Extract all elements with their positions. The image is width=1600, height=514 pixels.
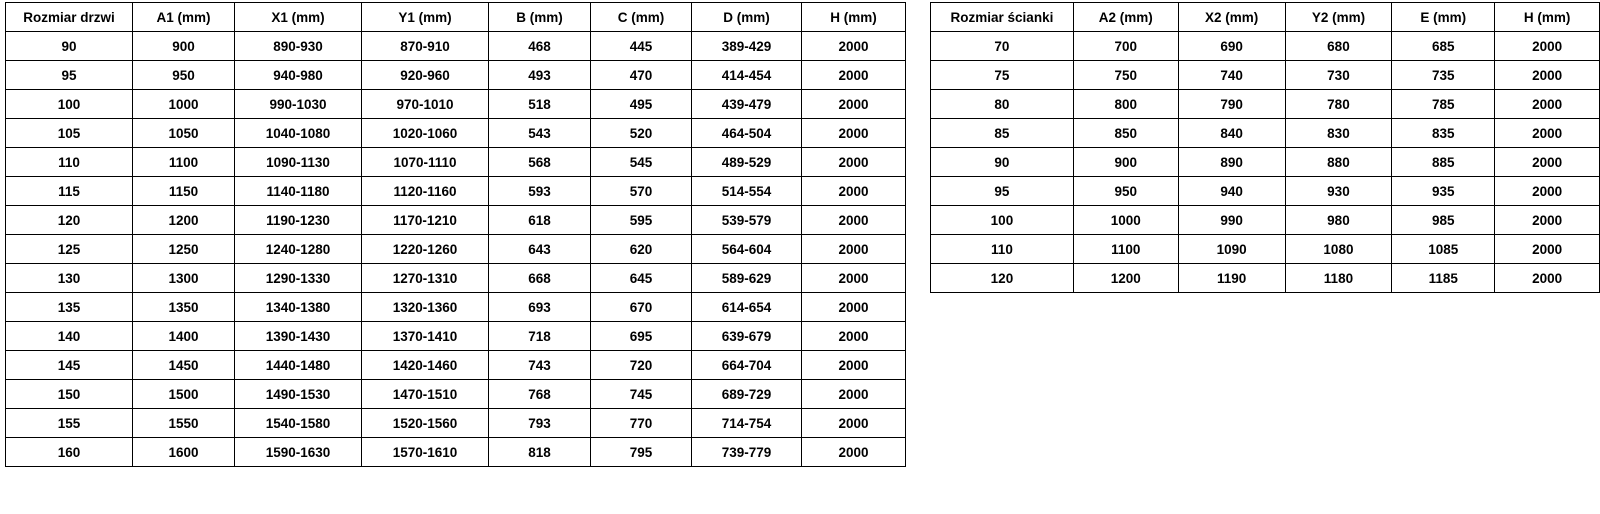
table-cell: 2000 [802,206,906,235]
table-cell: 2000 [1495,148,1600,177]
table-cell: 1370-1410 [362,322,489,351]
table-cell: 1500 [133,380,235,409]
table-cell: 685 [1392,32,1495,61]
table-cell: 768 [489,380,591,409]
table-cell: 890 [1178,148,1285,177]
table-cell: 120 [6,206,133,235]
table-cell: 693 [489,293,591,322]
table-cell: 2000 [1495,32,1600,61]
table-cell: 1320-1360 [362,293,489,322]
table-cell: 970-1010 [362,90,489,119]
table-cell: 110 [6,148,133,177]
table-row [6,409,906,438]
table-cell: 495 [591,90,692,119]
table-cell: 1350 [133,293,235,322]
table-cell: 689-729 [692,380,802,409]
table-cell: 920-960 [362,61,489,90]
column-header: H (mm) [1495,3,1600,32]
table-cell: 1080 [1285,235,1392,264]
table-cell: 795 [591,438,692,467]
table-cell: 1100 [1073,235,1178,264]
column-header: X1 (mm) [235,3,362,32]
table-cell: 940 [1178,177,1285,206]
table-cell: 1100 [133,148,235,177]
table-cell: 414-454 [692,61,802,90]
table-cell: 1390-1430 [235,322,362,351]
table-cell: 545 [591,148,692,177]
table-cell: 115 [6,177,133,206]
table-cell: 1450 [133,351,235,380]
table-cell: 70 [931,32,1074,61]
table-cell: 1200 [1073,264,1178,293]
table-cell: 1090 [1178,235,1285,264]
table-cell: 2000 [802,322,906,351]
table-cell: 890-930 [235,32,362,61]
table-row [6,148,906,177]
table-cell: 880 [1285,148,1392,177]
table-cell: 950 [1073,177,1178,206]
table-row [931,177,1600,206]
table-cell: 643 [489,235,591,264]
table-cell: 900 [133,32,235,61]
table-cell: 690 [1178,32,1285,61]
table-cell: 2000 [802,438,906,467]
table-row [931,264,1600,293]
table-cell: 1200 [133,206,235,235]
table-cell: 100 [931,206,1074,235]
table-cell: 2000 [802,264,906,293]
table-cell: 2000 [1495,235,1600,264]
table-row [931,61,1600,90]
table-cell: 714-754 [692,409,802,438]
table-cell: 470 [591,61,692,90]
table-cell: 100 [6,90,133,119]
table-cell: 2000 [1495,61,1600,90]
table-cell: 518 [489,90,591,119]
table-cell: 1140-1180 [235,177,362,206]
table-cell: 790 [1178,90,1285,119]
table-cell: 2000 [1495,264,1600,293]
table-row [6,119,906,148]
table-cell: 664-704 [692,351,802,380]
table-cell: 2000 [802,235,906,264]
column-header: Rozmiar drzwi [6,3,133,32]
table-cell: 735 [1392,61,1495,90]
table-cell: 990-1030 [235,90,362,119]
table-cell: 670 [591,293,692,322]
table-cell: 800 [1073,90,1178,119]
table-row [6,322,906,351]
table-cell: 2000 [1495,119,1600,148]
table-cell: 90 [931,148,1074,177]
table-cell: 570 [591,177,692,206]
table-row [6,90,906,119]
table-cell: 1440-1480 [235,351,362,380]
table-cell: 593 [489,177,591,206]
table-row [931,206,1600,235]
table-cell: 514-554 [692,177,802,206]
table-cell: 700 [1073,32,1178,61]
table-cell: 1120-1160 [362,177,489,206]
table-row [6,293,906,322]
table-cell: 80 [931,90,1074,119]
table-cell: 1220-1260 [362,235,489,264]
table-cell: 2000 [802,351,906,380]
table-cell: 739-779 [692,438,802,467]
table-cell: 90 [6,32,133,61]
table-cell: 1240-1280 [235,235,362,264]
table-cell: 780 [1285,90,1392,119]
table-cell: 1000 [1073,206,1178,235]
table-cell: 818 [489,438,591,467]
table-cell: 595 [591,206,692,235]
table-cell: 539-579 [692,206,802,235]
column-header: E (mm) [1392,3,1495,32]
column-header: D (mm) [692,3,802,32]
table-cell: 2000 [802,293,906,322]
table-cell: 105 [6,119,133,148]
table-cell: 1600 [133,438,235,467]
table-cell: 2000 [802,90,906,119]
table-cell: 543 [489,119,591,148]
table-cell: 493 [489,61,591,90]
table-cell: 1190 [1178,264,1285,293]
table-cell: 2000 [802,380,906,409]
table-cell: 2000 [802,119,906,148]
table-cell: 1540-1580 [235,409,362,438]
table-row [931,32,1600,61]
table-cell: 110 [931,235,1074,264]
table-cell: 785 [1392,90,1495,119]
table-cell: 1550 [133,409,235,438]
table-cell: 1040-1080 [235,119,362,148]
table-cell: 718 [489,322,591,351]
table-cell: 1085 [1392,235,1495,264]
table-cell: 830 [1285,119,1392,148]
table-cell: 1020-1060 [362,119,489,148]
table-cell: 75 [931,61,1074,90]
table-cell: 793 [489,409,591,438]
table-cell: 568 [489,148,591,177]
table-cell: 1420-1460 [362,351,489,380]
table-cell: 1520-1560 [362,409,489,438]
column-header: X2 (mm) [1178,3,1285,32]
table-row [6,351,906,380]
table-row [931,148,1600,177]
table-cell: 95 [6,61,133,90]
table-cell: 1170-1210 [362,206,489,235]
doors-dimensions-table-container [5,2,906,467]
column-header: Y2 (mm) [1285,3,1392,32]
table-cell: 695 [591,322,692,351]
table-cell: 1400 [133,322,235,351]
table-cell: 840 [1178,119,1285,148]
table-cell: 743 [489,351,591,380]
table-row [6,177,906,206]
table-cell: 1070-1110 [362,148,489,177]
table-cell: 930 [1285,177,1392,206]
table-cell: 140 [6,322,133,351]
table-cell: 645 [591,264,692,293]
walls-dimensions-table [930,2,1600,293]
walls-table-body [931,32,1600,293]
table-row [6,61,906,90]
table-header-row [931,3,1600,32]
table-cell: 720 [591,351,692,380]
table-cell: 125 [6,235,133,264]
table-row [931,90,1600,119]
column-header: A2 (mm) [1073,3,1178,32]
table-cell: 770 [591,409,692,438]
table-cell: 1570-1610 [362,438,489,467]
table-cell: 1270-1310 [362,264,489,293]
table-cell: 750 [1073,61,1178,90]
table-cell: 145 [6,351,133,380]
table-row [6,264,906,293]
table-cell: 2000 [802,409,906,438]
table-cell: 1050 [133,119,235,148]
table-cell: 2000 [1495,90,1600,119]
table-cell: 740 [1178,61,1285,90]
table-cell: 589-629 [692,264,802,293]
table-cell: 445 [591,32,692,61]
table-cell: 985 [1392,206,1495,235]
table-cell: 1300 [133,264,235,293]
column-header: A1 (mm) [133,3,235,32]
table-row [931,235,1600,264]
walls-dimensions-table-container [930,2,1600,293]
table-cell: 1000 [133,90,235,119]
table-cell: 135 [6,293,133,322]
table-cell: 1090-1130 [235,148,362,177]
table-row [6,380,906,409]
table-cell: 464-504 [692,119,802,148]
table-cell: 130 [6,264,133,293]
column-header: C (mm) [591,3,692,32]
table-cell: 95 [931,177,1074,206]
table-cell: 885 [1392,148,1495,177]
table-cell: 2000 [1495,177,1600,206]
doors-table-body [6,32,906,467]
walls-table-header [931,3,1600,32]
table-cell: 564-604 [692,235,802,264]
column-header: H (mm) [802,3,906,32]
table-cell: 155 [6,409,133,438]
table-cell: 1290-1330 [235,264,362,293]
table-cell: 620 [591,235,692,264]
table-row [6,32,906,61]
table-cell: 730 [1285,61,1392,90]
table-cell: 439-479 [692,90,802,119]
column-header: Y1 (mm) [362,3,489,32]
table-cell: 850 [1073,119,1178,148]
table-row [6,235,906,264]
doors-table-header [6,3,906,32]
table-cell: 950 [133,61,235,90]
table-cell: 1180 [1285,264,1392,293]
doors-dimensions-table [5,2,906,467]
table-cell: 150 [6,380,133,409]
table-cell: 2000 [802,148,906,177]
table-cell: 2000 [802,61,906,90]
column-header: B (mm) [489,3,591,32]
table-cell: 980 [1285,206,1392,235]
table-cell: 835 [1392,119,1495,148]
table-cell: 160 [6,438,133,467]
table-header-row [6,3,906,32]
table-cell: 1340-1380 [235,293,362,322]
table-cell: 1190-1230 [235,206,362,235]
table-cell: 2000 [1495,206,1600,235]
table-cell: 1150 [133,177,235,206]
table-cell: 520 [591,119,692,148]
table-row [6,438,906,467]
table-cell: 990 [1178,206,1285,235]
table-cell: 120 [931,264,1074,293]
table-cell: 745 [591,380,692,409]
table-cell: 639-679 [692,322,802,351]
table-cell: 1185 [1392,264,1495,293]
table-cell: 1250 [133,235,235,264]
table-cell: 900 [1073,148,1178,177]
table-cell: 935 [1392,177,1495,206]
table-cell: 1590-1630 [235,438,362,467]
table-cell: 2000 [802,32,906,61]
table-cell: 389-429 [692,32,802,61]
table-cell: 614-654 [692,293,802,322]
table-row [931,119,1600,148]
table-cell: 618 [489,206,591,235]
table-cell: 940-980 [235,61,362,90]
table-cell: 2000 [802,177,906,206]
table-cell: 1490-1530 [235,380,362,409]
table-cell: 85 [931,119,1074,148]
table-row [6,206,906,235]
table-cell: 489-529 [692,148,802,177]
table-cell: 680 [1285,32,1392,61]
table-cell: 870-910 [362,32,489,61]
table-cell: 668 [489,264,591,293]
column-header: Rozmiar ścianki [931,3,1074,32]
table-cell: 1470-1510 [362,380,489,409]
table-cell: 468 [489,32,591,61]
